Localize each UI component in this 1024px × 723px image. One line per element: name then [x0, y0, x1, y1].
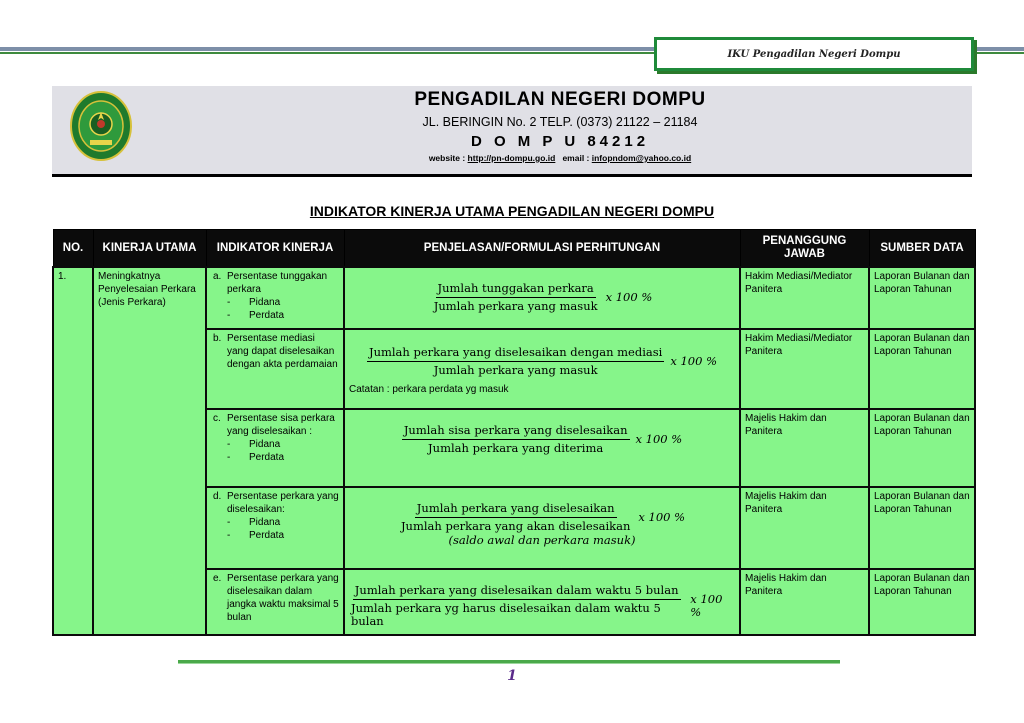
- indicator-letter: c.: [213, 413, 221, 424]
- indicator-subitem: - Perdata: [227, 530, 285, 541]
- formula-multiplier: x 100 %: [635, 432, 683, 446]
- col-header-no: NO.: [53, 230, 93, 268]
- cell-no: 1.: [53, 267, 93, 635]
- iku-table: [52, 229, 976, 636]
- indicator-subitem: - Perdata: [227, 310, 285, 321]
- formula-catatan: Catatan : perkara perdata yg masuk: [349, 384, 509, 395]
- cell-indicator: [206, 487, 344, 569]
- formula-multiplier: x 100 %: [638, 510, 686, 524]
- header-tag: [654, 37, 974, 71]
- court-city: D O M P U 84212: [470, 133, 650, 150]
- page-number: 1: [507, 668, 517, 684]
- table-header-row: [53, 230, 975, 268]
- indicator-text: Persentase tunggakan perkara: [227, 271, 328, 295]
- cell-kinerja-utama: Meningkatnya Penyelesaian Perkara (Jenis Perkara): [93, 267, 206, 635]
- formula-numerator: Jumlah perkara yang diselesaikan dalam waktu 5 bulan: [353, 584, 681, 600]
- cell-penanggung-jawab: Hakim Mediasi/Mediator Panitera: [740, 267, 869, 329]
- formula: [349, 282, 735, 313]
- email-link[interactable]: infopndom@yahoo.co.id: [591, 153, 692, 163]
- indicator-subitem: - Perdata: [227, 452, 285, 463]
- cell-formula: [344, 409, 740, 487]
- cell-indicator: [206, 409, 344, 487]
- cell-indicator: [206, 329, 344, 409]
- cell-penanggung-jawab: Majelis Hakim dan Panitera: [740, 569, 869, 635]
- formula: [349, 346, 735, 377]
- cell-sumber-data: Laporan Bulanan dan Laporan Tahunan: [869, 329, 975, 409]
- formula-denominator: Jumlah perkara yang masuk: [433, 299, 598, 313]
- formula-denominator: Jumlah perkara yang masuk: [433, 363, 598, 377]
- indicator-subitem: - Pidana: [227, 517, 281, 528]
- col-header-penanggung: PENANGGUNG JAWAB: [740, 230, 869, 268]
- col-header-sumber: SUMBER DATA: [869, 230, 975, 268]
- formula: [349, 584, 735, 628]
- cell-sumber-data: Laporan Bulanan dan Laporan Tahunan: [869, 569, 975, 635]
- indicator-text: Persentase perkara yang diselesaikan:: [227, 491, 339, 515]
- cell-formula: [344, 267, 740, 329]
- cell-indicator: [206, 267, 344, 329]
- court-address: JL. BERINGIN No. 2 TELP. (0373) 21122 – 21184: [422, 115, 698, 129]
- formula-multiplier: x 100 %: [690, 592, 723, 619]
- formula-numerator: Jumlah tunggakan perkara: [436, 282, 596, 298]
- formula-note: (saldo awal dan perkara masuk): [448, 533, 636, 547]
- website-label: website :: [428, 153, 468, 163]
- cell-sumber-data: Laporan Bulanan dan Laporan Tahunan: [869, 487, 975, 569]
- col-header-penjelasan: PENJELASAN/FORMULASI PERHITUNGAN: [344, 230, 740, 268]
- document-title: INDIKATOR KINERJA UTAMA PENGADILAN NEGERI DOMPU: [309, 203, 715, 219]
- formula-denominator: Jumlah perkara yang akan diselesaikan: [400, 519, 631, 533]
- formula-numerator: Jumlah perkara yang diselesaikan dengan mediasi: [367, 346, 664, 362]
- website-link[interactable]: http://pn-dompu.go.id: [467, 153, 556, 163]
- letterhead-rule: [52, 174, 972, 177]
- indicator-text: Persentase mediasi yang dapat diselesaikan dengan akta perdamaian: [227, 333, 338, 370]
- formula-numerator: Jumlah sisa perkara yang diselesaikan: [402, 424, 630, 440]
- formula-multiplier: x 100 %: [670, 354, 718, 368]
- cell-sumber-data: Laporan Bulanan dan Laporan Tahunan: [869, 267, 975, 329]
- indicator-subitem: - Pidana: [227, 439, 281, 450]
- court-contact: [300, 153, 820, 163]
- indicator-letter: a.: [213, 271, 222, 282]
- footer-rule-accent: [178, 663, 840, 664]
- formula-denominator: Jumlah perkara yg harus diselesaikan dalam waktu 5 bulan: [351, 601, 661, 628]
- cell-formula: [344, 569, 740, 635]
- cell-formula: [344, 329, 740, 409]
- email-label: email :: [562, 153, 592, 163]
- indicator-text: Persentase sisa perkara yang diselesaikan :: [227, 413, 335, 437]
- cell-penanggung-jawab: Majelis Hakim dan Panitera: [740, 487, 869, 569]
- cell-indicator: [206, 569, 344, 635]
- court-name: PENGADILAN NEGERI DOMPU: [414, 89, 706, 110]
- cell-sumber-data: Laporan Bulanan dan Laporan Tahunan: [869, 409, 975, 487]
- indicator-text: Persentase perkara yang diselesaikan dalam jangka waktu maksimal 5 bulan: [227, 573, 339, 623]
- col-header-indikator: INDIKATOR KINERJA: [206, 230, 344, 268]
- formula: [349, 424, 735, 455]
- table-row: [53, 267, 975, 329]
- indicator-letter: e.: [213, 573, 222, 584]
- table-body: [53, 267, 975, 635]
- formula-numerator: Jumlah perkara yang diselesaikan: [415, 502, 617, 518]
- indicator-letter: b.: [213, 333, 222, 344]
- indicator-subitem: - Pidana: [227, 297, 281, 308]
- formula-multiplier: x 100 %: [605, 290, 653, 304]
- cell-penanggung-jawab: Hakim Mediasi/Mediator Panitera: [740, 329, 869, 409]
- indicator-letter: d.: [213, 491, 222, 502]
- formula-denominator: Jumlah perkara yang diterima: [428, 441, 604, 455]
- cell-penanggung-jawab: Majelis Hakim dan Panitera: [740, 409, 869, 487]
- cell-formula: [344, 487, 740, 569]
- court-emblem-icon: [68, 90, 134, 162]
- header-tag-text: IKU Pengadilan Negeri Dompu: [727, 48, 901, 60]
- formula: [349, 502, 735, 533]
- col-header-kinerja: KINERJA UTAMA: [93, 230, 206, 268]
